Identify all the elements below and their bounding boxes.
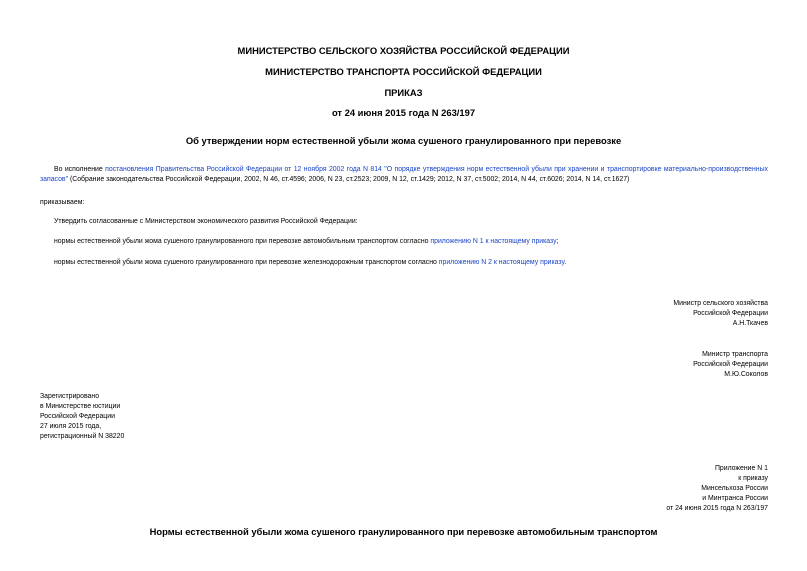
appendix-title: Нормы естественной убыли жома сушеного гранулированного при перевозке автомобильным транспортом [149, 526, 658, 537]
appendix-1-link[interactable]: приложению N 1 к настоящему приказу [430, 238, 557, 245]
ministry-transport-heading: МИНИСТЕРСТВО ТРАНСПОРТА РОССИЙСКОЙ ФЕДЕРАЦИИ [265, 66, 542, 77]
registration-line: в Министерстве юстиции [40, 403, 121, 410]
list-item [54, 237, 559, 247]
decree-814-link[interactable]: постановления Правительства Российской Федерации от 12 ноября 2002 года N 814 "О порядке утверждения норм естественной убыли при хранении и транспортировке материально-производственных запасов" [40, 166, 768, 183]
registration-block [40, 392, 124, 442]
doc-type-heading: ПРИКАЗ [384, 87, 423, 98]
date-number-heading: от 24 июня 2015 года N 263/197 [331, 107, 476, 118]
document-title: Об утверждении норм естественной убыли жома сушеного гранулированного при перевозке [185, 135, 622, 146]
registration-line: Зарегистрировано [40, 393, 100, 400]
appendix-header [666, 464, 768, 514]
approve-text: Утвердить согласованные с Министерством экономического развития Российской Федерации: [54, 218, 358, 225]
appendix-line: от 24 июня 2015 года N 263/197 [666, 505, 768, 512]
signature-position: Министр транспорта [702, 351, 768, 358]
appendix-line: и Минтранса России [702, 495, 768, 502]
intro-rest: (Собрание законодательства Российской Федерации, 2002, N 46, ст.4596; 2006, N 23, ст.2523; 2009, N 12, ст.1429; 2012, N 37, ст.5002; 2014, N 44, ст.6026; 2014, N 14, ст.1627) [68, 176, 630, 183]
signature-name: А.Н.Ткачев [732, 320, 768, 327]
signature-position: Министр сельского хозяйства [673, 300, 768, 307]
intro-lead: Во исполнение [54, 166, 106, 173]
registration-line: регистрационный N 38220 [40, 433, 125, 440]
signature-country: Российской Федерации [693, 310, 768, 317]
registration-line: Российской Федерации [40, 413, 115, 420]
item-text: нормы естественной убыли жома сушеного гранулированного при перевозке железнодорожным транспортом согласно [54, 259, 439, 266]
item-end: . [564, 259, 567, 266]
signature-country: Российской Федерации [693, 361, 768, 368]
order-word: приказываем: [40, 199, 85, 206]
item-text: нормы естественной убыли жома сушеного гранулированного при перевозке автомобильным транспортом согласно [54, 238, 431, 245]
item-end: ; [556, 238, 559, 245]
signature-transport [693, 350, 768, 380]
signature-name: М.Ю.Соколов [724, 371, 768, 378]
signature-agriculture [673, 299, 768, 329]
appendix-2-link[interactable]: приложению N 2 к настоящему приказу [438, 259, 565, 266]
appendix-line: к приказу [738, 475, 768, 482]
ministry-agriculture-heading: МИНИСТЕРСТВО СЕЛЬСКОГО ХОЗЯЙСТВА РОССИЙСКОЙ ФЕДЕРАЦИИ [237, 45, 570, 56]
appendix-line: Минсельхоза России [701, 485, 768, 492]
intro-paragraph [40, 165, 768, 185]
list-item [54, 258, 566, 268]
registration-line: 27 июля 2015 года, [40, 423, 102, 430]
appendix-line: Приложение N 1 [714, 465, 768, 472]
